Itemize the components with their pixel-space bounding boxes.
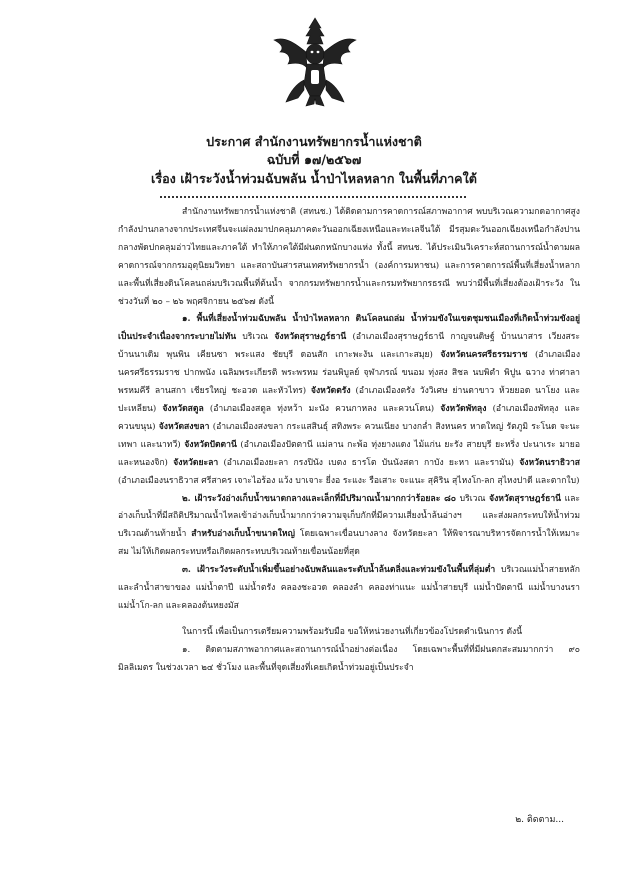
province-narathiwat: จังหวัดนราธิวาส [519, 457, 581, 468]
item-2-text-a: และอ่างเก็บน้ำที่มีสถิติปริมาณน้ำไหลเข้าอ่างเก็บน้ำมากกว่าความจุเก็บกักที่มีความเสี่ยงน้ำล้นอ่างฯ และส่งผลกระทบให้น้ำท่วมบริเวณด้านท้ายน้ำ [118, 493, 581, 540]
item-1-pre: บริเวณ [242, 332, 269, 343]
item-1-paragraph [118, 311, 580, 490]
continued-marker: ๒. ติดตาม... [515, 815, 564, 825]
item-1-heading: ๑. พื้นที่เสี่ยงน้ำท่วมฉับพลัน น้ำป่าไหลหลาก ดินโคลนถล่ม น้ำท่วมขังในเขตชุมชนเมืองที่เกิดน้ำท่วมขังอยู่เป็นประจำเนื่องจากระบายไม่ทัน [118, 314, 580, 343]
province-nakhon-si-thammarat-districts: (อำเภอเมืองนครศรีธรรมราช ปากพนัง เฉลิมพระเกียรติ พระพรหม ร่อนพิบูลย์ จุฬาภรณ์ ขนอม ทุ่งสง สิชล นบพิตำ พิปูน ฉวาง ท่าศาลา พรหมคีรี ลานสกา เชียรใหญ่ ชะอวด และหัวไทร) [118, 350, 581, 397]
closing-paragraph: ในการนี้ เพื่อเป็นการเตรียมความพร้อมรับมือ ขอให้หน่วยงานที่เกี่ยวข้องโปรดดำเนินการ ดังนี้ [182, 626, 523, 637]
province-trang-districts: (อำเภอเมืองตรัง วังวิเศษ ย่านตาขาว ห้วยยอด นาโยง และปะเหลียน) [118, 386, 580, 414]
announcement-body [118, 204, 580, 678]
province-surat-thani-districts: (อำเภอเมืองสุราษฎร์ธานี กาญจนดิษฐ์ บ้านนาสาร เวียงสระ บ้านนาเดิม พุนพิน เคียนซา พระแสง ชัยบุรี ดอนสัก เกาะพะงัน และเกาะสมุย) [118, 332, 581, 361]
item-2-large-reservoir: สำหรับอ่างเก็บน้ำขนาดใหญ่ [191, 529, 295, 540]
announcement-subject: เรื่อง เฝ้าระวังน้ำท่วมฉับพลัน น้ำป่าไหลหลาก ในพื้นที่ภาคใต้ [151, 171, 477, 186]
province-trang: จังหวัดตรัง [310, 386, 351, 397]
announcement-org: ประกาศ สำนักงานทรัพยากรน้ำแห่งชาติ [206, 134, 422, 149]
province-pattani: จังหวัดปัตตานี [184, 439, 237, 450]
province-songkhla: จังหวัดสงขลา [158, 421, 210, 432]
intro-paragraph: สำนักงานทรัพยากรน้ำแห่งชาติ (สทนช.) ได้ติดตามการคาดการณ์สภาพอากาศ พบบริเวณความกดอากาศสูงกำลังปานกลางจากประเทศจีนจะแผ่ลงมาปกคลุมภาคตะวันออกเฉียงเหนือและทะเลจีนใต้ มีรสุมตะวันออกเฉียงเหนือกำลังปานกลางพัดปกคลุมอ่าวไทยและภาคใต้ ทำให้ภาคใต้มีฝนตกหนักบางแห่ง ทั้งนี้ สทนช. ได้ประเมินวิเคราะห์สถานการณ์น้ำตามผลคาดการณ์จากกรมอุตุนิยมวิทยา และสถาบันสารสนเทศทรัพยากรน้ำ (องค์การมหาชน) และการคาดการณ์พื้นที่เสี่ยงน้ำหลากและพื้นที่เสี่ยงดินโคลนถล่มบริเวณพื้นที่ต้นน้ำ จากกรมทรัพยากรน้ำและกรมทรัพยากรธรณี พบว่ามีพื้นที่เสี่ยงต้องเฝ้าระวัง ในช่วงวันที่ ๒๐ – ๒๖ พฤศจิกายน ๒๕๖๗ ดังนี้ [118, 207, 580, 307]
item-2-heading: ๒. เฝ้าระวังอ่างเก็บน้ำขนาดกลางและเล็กที่มีปริมาณน้ำมากกว่าร้อยละ ๘๐ [182, 493, 457, 504]
section-gap [118, 616, 580, 624]
province-narathiwat-districts: (อำเภอเมืองนราธิวาส ศรีสาคร เจาะไอร้อง แว้ง บาเจาะ ยี่งอ ระแงะ รือเสาะ จะแนะ สุคิริน สุไหงโก-ลก สุไหงปาดี และตากใบ) [118, 475, 580, 486]
header-divider [160, 196, 466, 198]
item-3-heading: ๓. เฝ้าระวังระดับน้ำเพิ่มขึ้นอย่างฉับพลันและระดับน้ำล้นตลิ่งและท่วมขังในพื้นที่ลุ่มต่ำ [182, 565, 496, 576]
province-satun: จังหวัดสตูล [162, 403, 204, 414]
item-3-paragraph [118, 562, 580, 616]
province-yala: จังหวัดยะลา [173, 457, 219, 468]
action-1-paragraph: ๑. ติดตามสภาพอากาศและสถานการณ์น้ำอย่างต่อเนื่อง โดยเฉพาะพื้นที่ที่มีฝนตกสะสมมากกว่า ๙๐ มิลลิเมตร ในช่วงเวลา ๒๔ ชั่วโมง และพื้นที่จุดเสี่ยงที่เคยเกิดน้ำท่วมอยู่เป็นประจำ [118, 644, 580, 673]
item-2-paragraph [118, 491, 580, 563]
province-yala-districts: (อำเภอเมืองยะลา กรงปินัง เบตง ธารโต บันนังสตา กาบัง ยะหา และรามัน) [223, 457, 515, 468]
item-2-text-b: โดยเฉพาะเขื่อนบางลาง จังหวัดยะลา ให้พิจารณาบริหารจัดการน้ำให้เหมาะสม ไม่ให้เกิดผลกระทบหรือเกิดผลกระทบบริเวณท้ายเขื่อนน้อยที่สุด [118, 529, 580, 558]
province-surat-thani: จังหวัดสุราษฎร์ธานี [274, 332, 347, 343]
item-2-pre: บริเวณ [459, 493, 486, 504]
province-phatthalung-districts: (อำเภอเมืองพัทลุง และควนขนุน) [118, 403, 580, 432]
province-songkhla-districts: (อำเภอเมืองสงขลา กระแสสินธุ์ สทิงพระ ควนเนียง บางกล่ำ สิงหนคร หาดใหญ่ รัตภูมิ ระโนด จะนะ เทพา และนาทวี) [118, 421, 581, 450]
province-satun-districts: (อำเภอเมืองสตูล ทุ่งหว้า มะนัง ควนกาหลง และควนโดน) [209, 403, 435, 414]
garuda-emblem-icon [270, 14, 360, 108]
province-phatthalung: จังหวัดพัทลุง [440, 403, 487, 414]
item-3-text: บริเวณแม่น้ำสายหลักและลำน้ำสาขาของ แม่น้ำตาปี แม่น้ำตรัง คลองชะอวด คลองลำ คลองท่าแนะ แม่น้ำสายบุรี แม่น้ำปัตตานี แม่น้ำบางนรา แม่น้ำโก-ลก และคลองต้นหยงมัส [118, 565, 580, 611]
province-nakhon-si-thammarat: จังหวัดนครศรีธรรมราช [440, 350, 528, 361]
item-2-province: จังหวัดสุราษฎร์ธานี [489, 493, 562, 504]
province-pattani-districts: (อำเภอเมืองปัตตานี แม่ลาน กะพ้อ ทุ่งยางแดง ไม้แก่น ยะรัง สายบุรี ยะหริ่ง ปะนาเระ มายอ และหนองจิก) [118, 439, 581, 468]
announcement-issue-number: ฉบับที่ ๑๗/๒๕๖๗ [266, 152, 362, 167]
